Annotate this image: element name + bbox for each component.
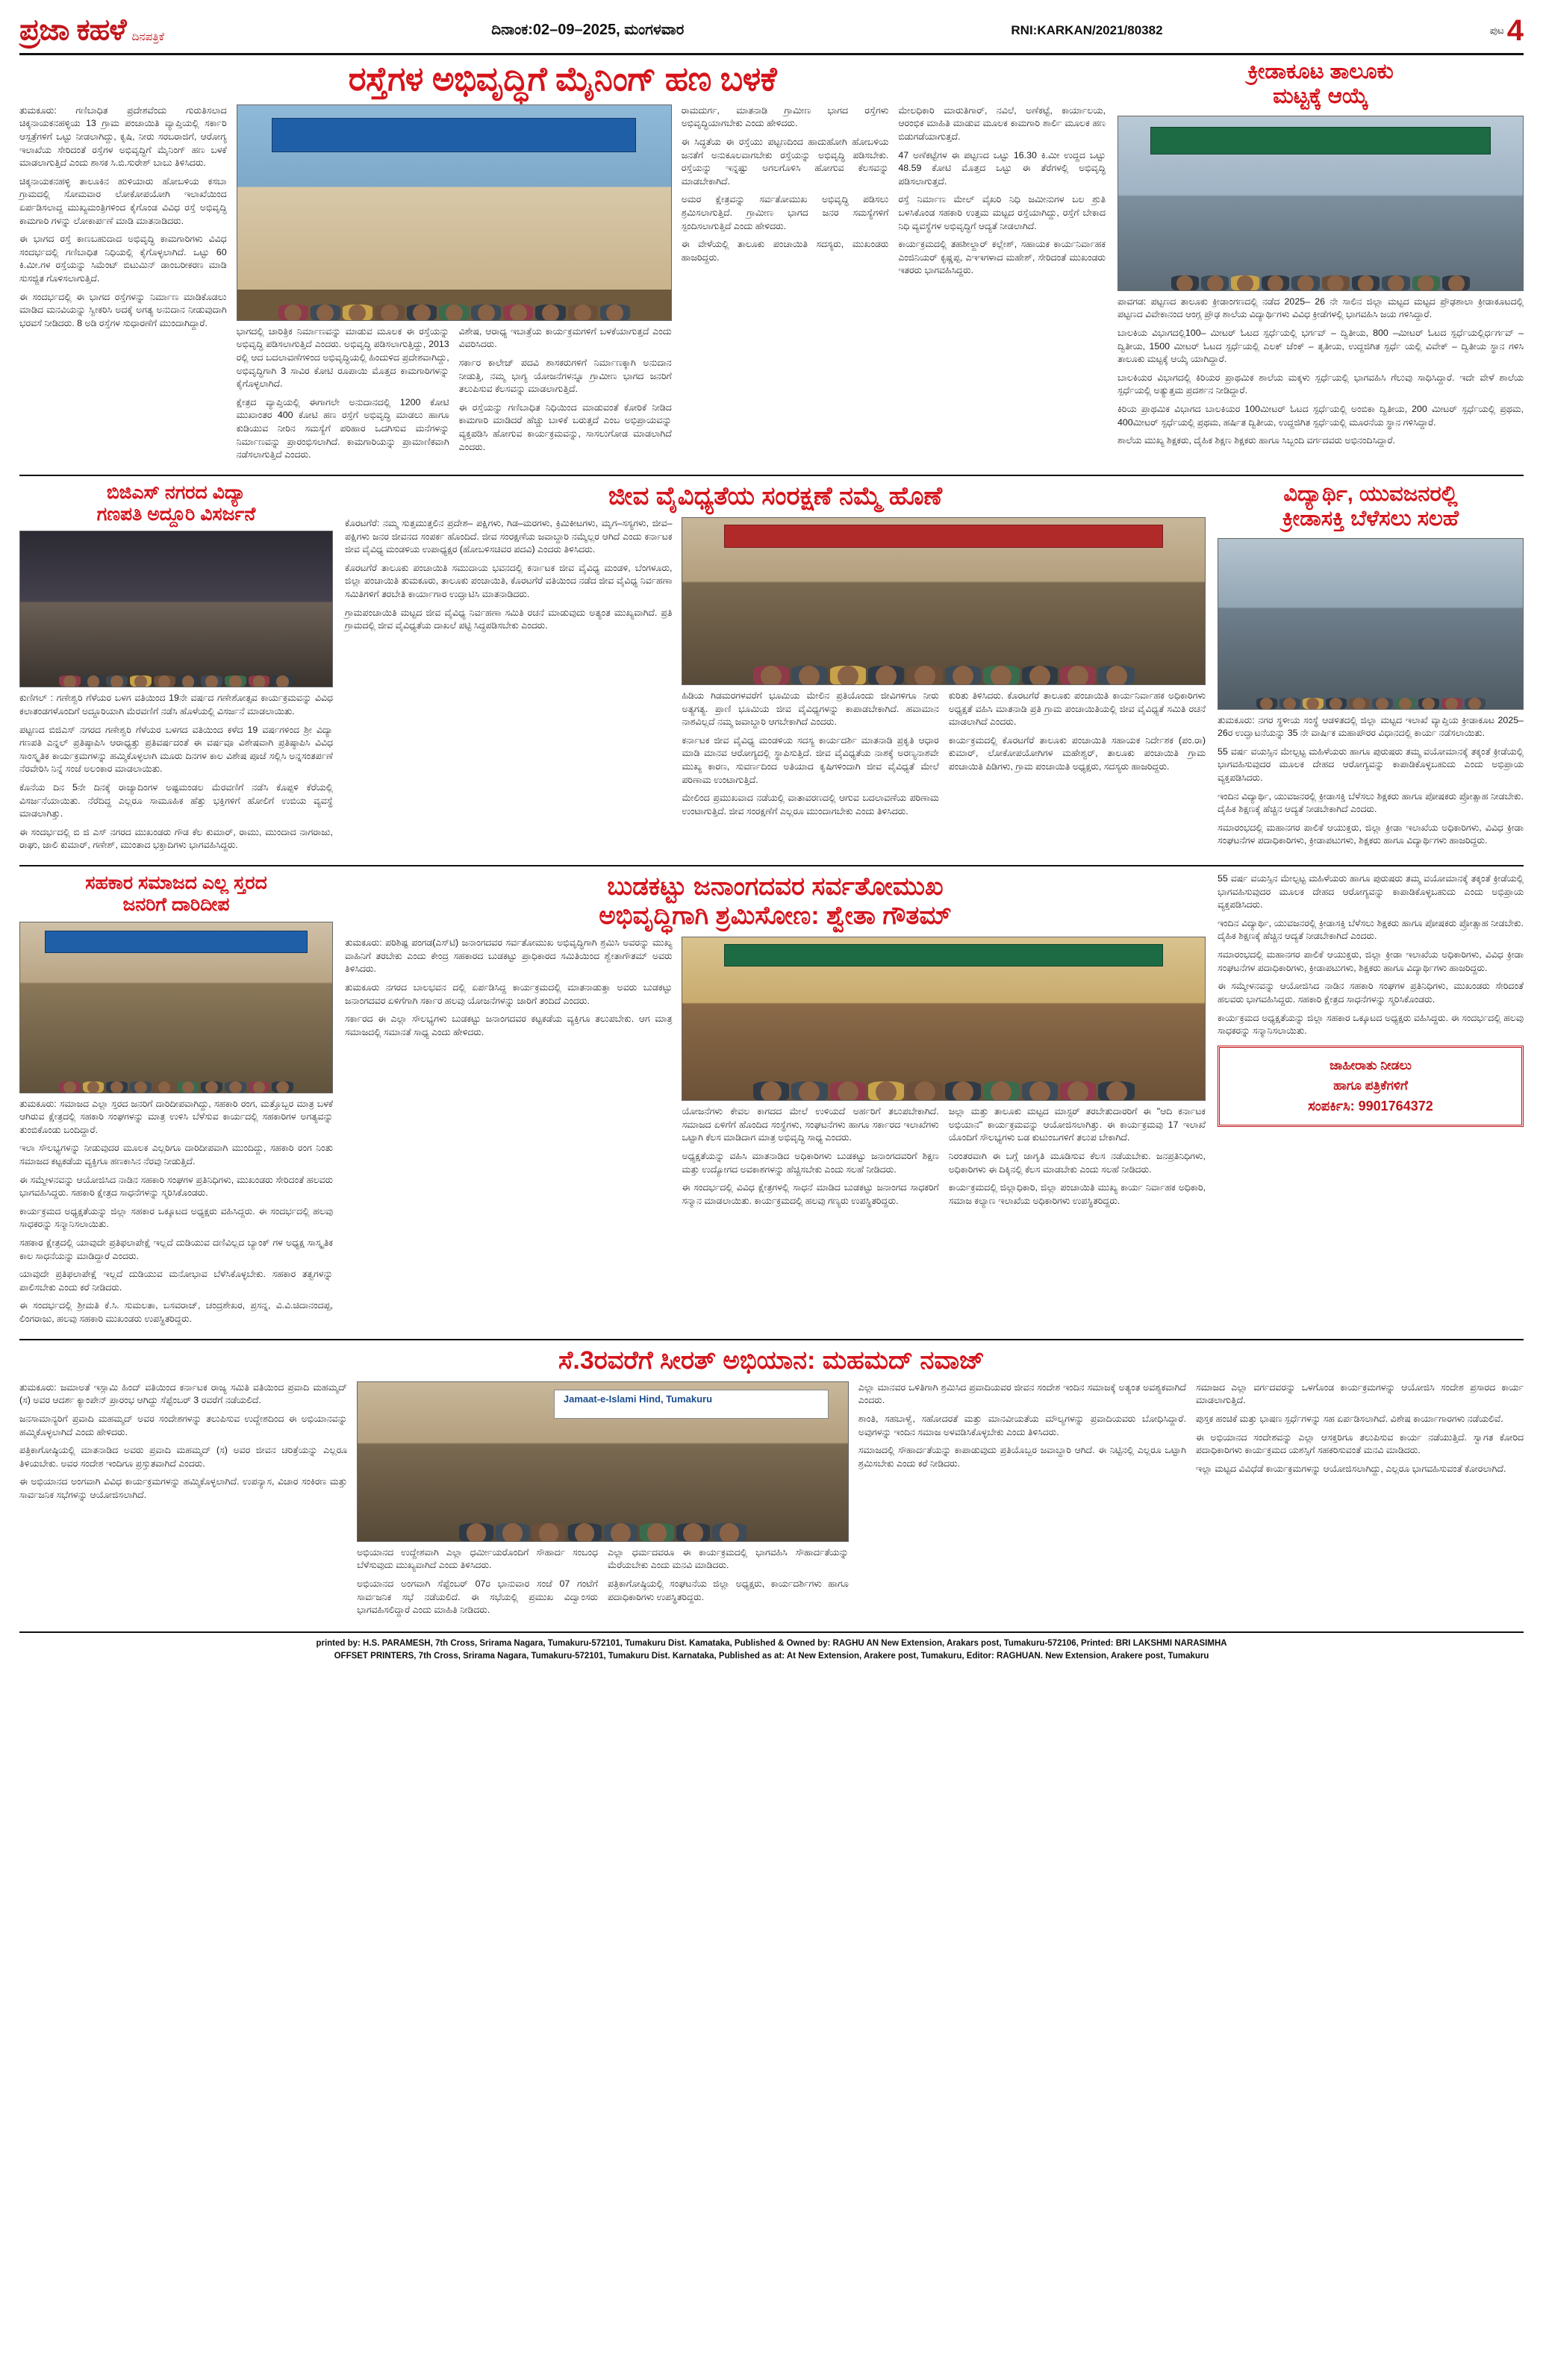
paragraph: ಕಾರ್ಯಕ್ರಮದಲ್ಲಿ ತಹಶೀಲ್ದಾರ್ ಕಲ್ಲೇಶ್, ಸಹಾಯಕ ಕಾರ್ಯನಿರ್ವಾಹಕ ಎಂಜಿನಿಯರ್ ಕೃಷ್ಣಪ್ಪ, ಎಇಇಗಳಾದ ಮಹೇಶ್, ಸೇರಿದಂತೆ ಮುಖಂಡರು ಇತರರು ಭಾಗವಹಿಸಿದ್ದರು.	[898, 239, 1106, 276]
sports-selection-story	[1117, 60, 1524, 467]
lead-story	[19, 60, 1106, 467]
seerath-column-4	[1196, 1381, 1524, 1622]
advertisement-box[interactable]	[1218, 1046, 1524, 1127]
paragraph: ಇಂದಿನ ವಿದ್ಯಾರ್ಥಿ, ಯುವಜನರಲ್ಲಿ ಕ್ರೀಡಾಸಕ್ತಿ ಬೆಳೆಸಲು ಶಿಕ್ಷಕರು ಹಾಗೂ ಪೋಷಕರು ಪ್ರೋತ್ಸಾಹ ನೀಡಬೇಕು. ದೈಹಿಕ ಶಿಕ್ಷಣಕ್ಕೆ ಹೆಚ್ಚಿನ ಆದ್ಯತೆ ನೀಡಬೇಕಾಗಿದೆ ಎಂದರು.	[1218, 790, 1524, 815]
paragraph: ಜನಸಾಮಾನ್ಯರಿಗೆ ಪ್ರವಾದಿ ಮಹಮ್ಮದ್ ಅವರ ಸಂದೇಶಗಳನ್ನು ತಲುಪಿಸುವ ಉದ್ದೇಶದಿಂದ ಈ ಅಭಿಯಾನವನ್ನು ಹಮ್ಮಿಕೊಳ್ಳಲಾಗಿದೆ ಎಂದು ಹೇಳಿದರು.	[19, 1414, 348, 1437]
paragraph: ನಿರಂತರವಾಗಿ ಈ ಬಗ್ಗೆ ಜಾಗೃತಿ ಮೂಡಿಸುವ ಕೆಲಸ ನಡೆಯಬೇಕು. ಜನಪ್ರತಿನಿಧಿಗಳು, ಅಧಿಕಾರಿಗಳು ಈ ದಿಕ್ಕಿನಲ್ಲಿ ಕೆಲಸ ಮಾಡಬೇಕು ಎಂದು ಸಲಹೆ ನೀಡಿದರು.	[948, 1151, 1206, 1175]
paragraph: 55 ವರ್ಷ ವಯಸ್ಸಿನ ಮೇಲ್ಪಟ್ಟ ಮಹಿಳೆಯರು ಹಾಗೂ ಪುರುಷರು ತಮ್ಮ ವಯೋಮಾನಕ್ಕೆ ತಕ್ಕಂತೆ ಕ್ರೀಡೆಯಲ್ಲಿ ಭಾಗವಹಿಸುವುದರ ಮೂಲಕ ದೇಹದ ಆರೋಗ್ಯವನ್ನು ಕಾಪಾಡಿಕೊಳ್ಳಬಹುದು ಎಂದು ಅಭಿಪ್ರಾಯ ವ್ಯಕ್ತಪಡಿಸಿದರು.	[1218, 873, 1524, 911]
sports-mid-headline-line1: ವಿದ್ಯಾರ್ಥಿ, ಯುವಜನರಲ್ಲಿ	[1283, 481, 1458, 506]
page-number: 4	[1506, 13, 1524, 47]
paragraph: ಶಾಲೆಯ ಮುಖ್ಯ ಶಿಕ್ಷಕರು, ದೈಹಿಕ ಶಿಕ್ಷಣ ಶಿಕ್ಷಕರು ಹಾಗೂ ಸಿಬ್ಬಂದಿ ವರ್ಗದವರು ಅಭಿನಂದಿಸಿದ್ದಾರೆ.	[1117, 435, 1395, 446]
paragraph: ಕೊನೆಯ ದಿನ 5ನೇ ದಿನಕ್ಕೆ ರಾಜ್ಯಾದಿಂಗಳ ಅಷ್ಟಮಂಡಲ ಮೆರವಣಿಗೆ ನಡೆಸಿ ಕೊಪ್ಪಳಿ ಕೆರೆಯಲ್ಲಿ ವಿಸರ್ಜನೆಯಾಯಿತು. ನೆರೆದಿದ್ದ ಎಲ್ಲರೂ ಸಾಮೂಹಿಕ ಹೆತ್ತು ಭಕ್ತಿಗಳಿಗೆ ಹೋಲಿಗೆ ಉಬಿಯ ವ್ಯವಸ್ಥೆ ಮಾಡಲಾಗಿತ್ತು.	[19, 782, 333, 819]
paragraph: ಮೇಲಿಂದ ಪ್ರಮುಖವಾದ ನಡೆಯಲ್ಲಿ ವಾತಾವರಣದಲ್ಲಿ ಆಗುವ ಬದಲಾವಣೆಯ ಪರಿಣಾಮ ಉಂಟಾಗುತ್ತಿದೆ. ಜೀವ ಸಂರಕ್ಷಣೆಗೆ ಎಲ್ಲರೂ ಮುಂದಾಗಬೇಕು ಎಂದು ತಿಳಿಸಿದರು.	[682, 793, 939, 816]
paragraph: ತುಮಕೂರು ನಗರದ ಬಾಲಭವನ ದಲ್ಲಿ ಏರ್ಪಡಿಸಿದ್ದ ಕಾರ್ಯಕ್ರಮದಲ್ಲಿ ಮಾತನಾಡುತ್ತಾ ಅವರು ಬುಡಕಟ್ಟು ಜನಾಂಗದವರ ಏಳಿಗೆಗಾಗಿ ಸರ್ಕಾರ ಹಲವು ಯೋಜನೆಗಳನ್ನು ಜಾರಿಗೆ ತಂದಿದೆ ಎಂದರು.	[345, 982, 673, 1006]
budakattu-headline-line1: ಬುಡಕಟ್ಟು ಜನಾಂಗದವರ ಸರ್ವತೋಮುಖ	[607, 872, 944, 902]
cooperative-story	[19, 872, 333, 1331]
seerath-column-1	[19, 1381, 347, 1622]
paragraph: ಈ ಸಂದರ್ಭದಲ್ಲಿ ಈ ಭಾಗದ ರಸ್ತೆಗಳನ್ನು ನಿರ್ಮಾಣ ಮಾಡಿಕೊಡಲು ಮಾಡಿದ ಮನವಿಯನ್ನು ಸ್ವೀಕರಿಸಿ ಅದಕ್ಕೆ ಅಗತ್ಯ ಅನುದಾನ ನೀಡುವುದಾಗಿ ಭರವಸೆ ನೀಡಿದರು. 8 ಅಡಿ ರಸ್ತೆಗಳ ಸುಧಾರಣೆಗೆ ಮುಂದಾಗಿದ್ದಾರೆ.	[19, 291, 227, 328]
paragraph: ಕಾರ್ಯಕ್ರಮದಲ್ಲಿ ಜಿಲ್ಲಾಧಿಕಾರಿ, ಜಿಲ್ಲಾ ಪಂಚಾಯಿತಿ ಮುಖ್ಯ ಕಾರ್ಯ ನಿರ್ವಾಹಕ ಅಧಿಕಾರಿ, ಸಮಾಜ ಕಲ್ಯಾಣ ಇಲಾಖೆಯ ಅಧಿಕಾರಿಗಳು ಉಪಸ್ಥಿತರಿದ್ದರು.	[948, 1182, 1206, 1206]
lead-column-4	[682, 104, 889, 467]
paragraph: ಅಭಿಯಾನದ ಅಂಗವಾಗಿ ಸೆಪ್ಟೆಂಬರ್ 07ರ ಭಾನುವಾರ ಸಂಜೆ 07 ಗಂಟೆಗೆ ಸಾರ್ವಜನಿಕ ಸಭೆ ನಡೆಯಲಿದೆ. ಈ ಸಭೆಯಲ್ಲಿ ಪ್ರಮುಖ ವಿದ್ವಾಂಸರು ಭಾಗವಹಿಸಲಿದ್ದಾರೆ ಎಂದು ಮಾಹಿತಿ ನೀಡಿದರು.	[357, 1578, 598, 1616]
paragraph: ಅಧ್ಯಕ್ಷತೆಯನ್ನು ವಹಿಸಿ ಮಾತನಾಡಿದ ಅಧಿಕಾರಿಗಳು ಬುಡಕಟ್ಟು ಜನಾಂಗದವರಿಗೆ ಶಿಕ್ಷಣ ಮತ್ತು ಉದ್ಯೋಗದ ಅವಕಾಶಗಳನ್ನು ಹೆಚ್ಚಿಸಬೇಕು ಎಂದು ಸಲಹೆ ನೀಡಿದರು.	[682, 1151, 939, 1175]
lead-photo-function	[237, 104, 672, 321]
publication-logo	[19, 13, 164, 47]
sports-continuation-column	[1218, 872, 1524, 1331]
paragraph: ಈ ಸಿದ್ಧತೆಯ ಈ ರಸ್ತೆಯು ಪಟ್ಟಣದಿಂದ ಹಾದುಹೋಗಿ ಹೋಬಳಿಯ ಜನತೆಗೆ ಅನುಕೂಲವಾಗಬೇಕು ರಸ್ತೆಯನ್ನು ಅಭಿವೃದ್ಧಿ ಪಡಿಸಬೇಕು. ರಸ್ತೆಯನ್ನು ಇನ್ನಷ್ಟು ಅಗಲಗೊಳಿಸಿ ಹೋಗುವ ಕೆಲಸವನ್ನು ಮಾಡಬೇಕಾಗಿದೆ.	[681, 136, 889, 187]
lower-block	[19, 872, 1524, 1331]
paragraph: ಕಿರಿಯ ಪ್ರಾಥಮಿಕ ವಿಭಾಗದ ಬಾಲಕಿಯರ 100ಮೀಟರ್ ಓಟದ ಸ್ಪರ್ಧೆಯಲ್ಲಿ ಅಂಬಿಕಾ ದ್ವಿತೀಯ, 200 ಮೀಟರ್ ಸ್ಪರ್ಧೆಯಲ್ಲಿ ಪ್ರಥಮ, 400ಮೀಟರ್ ಸ್ಪರ್ಧೆಯಲ್ಲಿ ಪ್ರಥಮ, ಹರ್ಷಿತ ದ್ವಿತೀಯ, ಉದ್ದಜಿಗಿತ ಸ್ಪರ್ಧೆಯಲ್ಲಿ ಮೂರನೆಯ ಸ್ಥಾನ ಗಳಿಸಿದ್ದಾರೆ.	[1117, 403, 1524, 428]
paragraph: ಈ ಸಂದರ್ಭದಲ್ಲಿ ಶ್ರೀಮತಿ ಕೆ.ಸಿ. ಸುಮಲತಾ, ಬಸವರಾಜ್, ಚಂದ್ರಶೇಖರ, ಪ್ರಸನ್ನ, ವಿ.ವಿ.ಚಿದಾನಂದಪ್ಪ, ಲಿಂಗರಾಜು, ಹಲವು ಸಹಕಾರಿ ಮುಖಂಡರು ಉಪಸ್ಥಿತರಿದ್ದರು.	[19, 1300, 333, 1325]
paragraph: ಈ ಸಮ್ಮೇಳನವನ್ನು ಆಯೋಜಿಸಿದ ನಾಡಿನ ಸಹಕಾರಿ ಸಂಘಗಳ ಪ್ರತಿನಿಧಿಗಳು, ಮುಖಂಡರು ಸೇರಿದಂತೆ ಹಲವರು ಭಾಗವಹಿಸಿದ್ದರು. ಸಹಕಾರಿ ಕ್ಷೇತ್ರದ ಸಾಧನೆಗಳನ್ನು ಸ್ಮರಿಸಿಕೊಂಡರು.	[1218, 981, 1524, 1005]
page-indicator	[1489, 13, 1524, 47]
cooperative-event-photo	[19, 922, 333, 1093]
paragraph: ಪುಸ್ತಕ ಹಂಚಿಕೆ ಮತ್ತು ಭಾಷಣ ಸ್ಪರ್ಧೆಗಳನ್ನು ಸಹ ಏರ್ಪಡಿಸಲಾಗಿದೆ. ವಿಶೇಷ ಕಾರ್ಯಾಗಾರಗಳು ನಡೆಯಲಿವೆ.	[1195, 1414, 1503, 1424]
paragraph: ತುಮಕೂರು: ನಗರ ಸ್ಥಳೀಯ ಸಂಸ್ಥೆ ಆಡಳಿತದಲ್ಲಿ ಜಿಲ್ಲಾ ಮಟ್ಟದ ಇಲಾಖೆ ವ್ಯಾಪ್ತಿಯ ಕ್ರೀಡಾಕೂಟ 2025– 26ರ ಉದ್ಘಾಟನೆಯನ್ನು 35 ನೇ ವಾರ್ಷಿಕ ಮಹಾಪೌರರ ವಿಧಾನದಲ್ಲಿ ಕಾರ್ಯ ನಡೆಸಲಾಯಿತು.	[1218, 714, 1524, 739]
issue-date: ದಿನಾಂಕ:02–09–2025, ಮಂಗಳವಾರ	[491, 22, 685, 38]
paragraph: ಸಮಾಜದಲ್ಲಿ ಸೌಹಾರ್ದತೆಯನ್ನು ಕಾಪಾಡುವುದು ಪ್ರತಿಯೊಬ್ಬರ ಜವಾಬ್ದಾರಿ ಆಗಿದೆ. ಈ ನಿಟ್ಟಿನಲ್ಲಿ ಎಲ್ಲರೂ ಒಟ್ಟಾಗಿ ಶ್ರಮಿಸಬೇಕು ಎಂದು ಕರೆ ನೀಡಿದರು.	[858, 1445, 1186, 1469]
top-block	[19, 60, 1524, 467]
paragraph: ಈ ಅಭಿಯಾನದ ಸಂದೇಶವನ್ನು ಎಲ್ಲಾ ಆಸಕ್ತರಿಗೂ ತಲುಪಿಸುವ ಕಾರ್ಯ ನಡೆಯುತ್ತಿದೆ. ಸ್ವಾಗತ ಕೋರಿದ ಪದಾಧಿಕಾರಿಗಳು ಕಾರ್ಯಕ್ರಮದ ಯಶಸ್ಸಿಗೆ ಸಹಕರಿಸುವಂತೆ ಮನವಿ ಮಾಡಿದರು.	[1195, 1431, 1524, 1456]
publication-subtitle: ದಿನಪತ್ರಿಕೆ	[131, 31, 165, 43]
paragraph: ಗ್ರಾಮಪಂಚಾಯಿತಿ ಮಟ್ಟದ ಜೀವ ವೈವಿಧ್ಯ ನಿರ್ವಹಣಾ ಸಮಿತಿ ರಚನೆ ಮಾಡುವುದು ಅತ್ಯಂತ ಮುಖ್ಯವಾಗಿದೆ. ಪ್ರತಿ ಗ್ರಾಮದಲ್ಲಿ ಜೀವ ವೈವಿಧ್ಯತೆಯ ದಾಖಲೆ ಪಟ್ಟಿ ಸಿದ್ಧಪಡಿಸಬೇಕು ಎಂದರು.	[345, 607, 673, 631]
ad-line-2: ಹಾಗೂ ಪತ್ರಿಕೆಗಳಿಗೆ	[1333, 1078, 1408, 1093]
paragraph: ಚಿಕ್ಕನಾಯಕನಹಳ್ಳಿ ತಾಲೂಕಿನ ಹುಳಿಯಾರು ಹೋಬಳಿಯ ಕಸಬಾ ಗ್ರಾಮದಲ್ಲಿ ಸೋಮವಾರ ಲೋಕೋಪಯೋಗಿ ಇಲಾಖೆಯಿಂದ ಏರ್ಪಡಿಸಲಾದ್ದ ಮುಖ್ಯಮಂತ್ರಿಗಳಿಂದ ಕೈಗೊಂಡ ವಿವಿಧ ರಸ್ತೆ ಅಭಿವೃದ್ಧಿ ಕಾಮಗಾರಿ ಗಳನ್ನು ಲೋಕಾರ್ಪಣೆ ಮಾಡಿ ಮಾತನಾಡಿದರು.	[19, 175, 227, 226]
cooperative-headline-line2: ಜನರಿಗೆ ದಾರಿದೀಪ	[122, 893, 230, 915]
seerath-column-3	[858, 1381, 1186, 1622]
paragraph: ಬಾಲಕಿಯ ವಿಭಾಗದಲ್ಲಿ100– ಮೀಟರ್ ಓಟದ ಸ್ಪರ್ಧೆಯಲ್ಲಿ ಭರ್ಗವ್ – ದ್ವಿತೀಯ, 800 –ಮೀಟರ್ ಓಟದ ಸ್ಪರ್ಧೆಯಲ್ಲಿರ್ಧರ್ಗವ್ – ದ್ವಿತೀಯ, 1500 ಮೀಟರ್ ಓಟದ ಸ್ಪರ್ಧೆಯಲ್ಲಿ ಎಲಕ್ ಚೆಂಕ್ – ತೃತೀಯ, ಉದ್ದಜಿಗಿತ ಸ್ಪರ್ಧೆ ಯಲ್ಲಿ ವಿವೇಕ್ – ದ್ವಿತೀಯ ಸ್ಥಾನ ಗಳಿಸಿ ತಾಲೂಕು ಮಟ್ಟಕ್ಕೆ ಆಯ್ಕೆ ಯಾಗಿದ್ದಾರೆ.	[1117, 327, 1524, 365]
lead-column-2	[237, 104, 672, 467]
paragraph: ಯಾವುದೇ ಪ್ರತಿಫಲಾಪೇಕ್ಷೆ ಇಲ್ಲದೆ ದುಡಿಯುವ ಮನೋಭಾವ ಬೆಳೆಸಿಕೊಳ್ಳಬೇಕು. ಸಹಕಾರ ತತ್ವಗಳನ್ನು ಪಾಲಿಸಬೇಕು ಎಂದು ಕರೆ ನೀಡಿದರು.	[19, 1269, 333, 1293]
paragraph: ಪಟ್ಟಣದ ಬಿಜಿಎಸ್ ನಗರದ ಗಣೇಶ್ವರಿ ಗೆಳೆಯರ ಬಳಗದ ವತಿಯಿಂದ ಕಳೆದ 19 ವರ್ಷಗಳಿಂದ ಶ್ರೀ ವಿದ್ಯಾ ಗಣಪತಿ ಎನ್ನಲ್ ಪ್ರತಿಷ್ಠಾಪಿಸಿ ಆರಾಧ್ಯತ್ತು ಪ್ರತಿವರ್ಷದಂತೆ ಈ ವರ್ಷವೂ ವಿಶೇಷವಾಗಿ ಪ್ರತಿಷ್ಠಾಪಿಸಿ ವಿವಿಧ ಸಾಂಸ್ಕೃತಿಕ ಕಾರ್ಯಕ್ರಮಗಳನ್ನು ಹಮ್ಮಿಕೊಳ್ಳಲಾಗಿ ಮೂರು ದಿನಗಳ ಕಾಲ ವಿಶೇಷ ಪೂಜೆ ಸಲ್ಲಿಸಿ ಅನ್ನಸಂತರ್ಪಣೆ ನೆರವೇರಿಸಿ ನಿನ್ನೆ ಸಂಜೆ ಅಲಂಕಾರ ಮಾಡಲಾಯಿತು.	[19, 724, 333, 775]
paragraph: ಸಹಕಾರ ಕ್ಷೇತ್ರದಲ್ಲಿ ಯಾವುದೇ ಪ್ರತಿಫಲಾಪೇಕ್ಷೆ ಇಲ್ಲದೆ ದುಡಿಯುವ ದಣಿವಿಲ್ಲದ ಬ್ಯಾಂಕ್ ಗಳ ಅಧ್ಯಕ್ಷ ಸಾಸ್ಕೃತಿಕ ಕಾಲ ಸಾಧನೆಯನ್ನು ಮಾಡಿದ್ದಾರೆ ಎಂದರು.	[19, 1237, 333, 1261]
paragraph: ಜಲ್ಲಾ ಮತ್ತು ತಾಲೂಕು ಮಟ್ಟದ ಮಾಸ್ಟರ್ ತರಬೇತುದಾರರಿಗೆ ಈ "ಆದಿ ಕರ್ನಾಟಕ ಅಭಿಯಾನ" ಕಾರ್ಯಕ್ರಮವನ್ನು ಆಯೋಜಿಸಲಾಗಿತ್ತು. ಈ ಕಾರ್ಯಕ್ರಮವು 17 ಇಲಾಖೆ ಯೊಂದಿಗೆ ಸೌಲಭ್ಯಗಳು ಬಡ ಕುಟುಂಬಗಳಿಗೆ ತಲುಪ ಬೇಕಾಗಿದೆ.	[948, 1106, 1206, 1143]
section-divider	[19, 1339, 1524, 1340]
seerath-banner-text: Jamaat-e-Islami Hind, Tumakuru	[563, 1393, 713, 1405]
seerath-column-2	[357, 1381, 849, 1622]
paragraph: ಕಾರ್ಯಕ್ರಮದ ಅಧ್ಯಕ್ಷತೆಯನ್ನು ಜಿಲ್ಲಾ ಸಹಕಾರ ಒಕ್ಕೂಟದ ಅಧ್ಯಕ್ಷರು ವಹಿಸಿದ್ದರು. ಈ ಸಂದರ್ಭದಲ್ಲಿ ಹಲವು ಸಾಧಕರನ್ನು ಸನ್ಮಾನಿಸಲಾಯಿತು.	[19, 1205, 333, 1230]
section-divider	[19, 475, 1524, 476]
paragraph: ಈ ಸಂದರ್ಭದಲ್ಲಿ ವಿವಿಧ ಕ್ಷೇತ್ರಗಳಲ್ಲಿ ಸಾಧನೆ ಮಾಡಿದ ಬುಡಕಟ್ಟು ಜನಾಂಗದ ಸಾಧಕರಿಗೆ ಸನ್ಮಾನ ಮಾಡಲಾಯಿತು. ಕಾರ್ಯಕ್ರಮದಲ್ಲಿ ಹಲವು ಗಣ್ಯರು ಉಪಸ್ಥಿತರಿದ್ದರು.	[682, 1182, 939, 1206]
paragraph: ಸರ್ಕಾರದ ಈ ಎಲ್ಲಾ ಸೌಲಭ್ಯಗಳು ಬುಡಕಟ್ಟು ಜನಾಂಗದವರ ಕಟ್ಟಕಡೆಯ ವ್ಯಕ್ತಿಗೂ ತಲುಪಬೇಕು. ಆಗ ಮಾತ್ರ ಸಮಾಜದಲ್ಲಿ ಸಮಾನತೆ ಸಾಧ್ಯ ಎಂದು ಹೇಳಿದರು.	[345, 1013, 673, 1037]
imprint-footer	[19, 1631, 1524, 1664]
budakattu-headline-line2: ಅಭಿವೃದ್ಧಿಗಾಗಿ ಶ್ರಮಿಸೋಣ: ಶ್ವೇತಾ ಗೌತಮ್	[599, 902, 952, 931]
paragraph: ಎಲ್ಲಾ ಮಾನವರ ಒಳಿತಿಗಾಗಿ ಶ್ರಮಿಸಿದ ಪ್ರವಾದಿಯವರ ಜೀವನ ಸಂದೇಶ ಇಂದಿನ ಸಮಾಜಕ್ಕೆ ಅತ್ಯಂತ ಅವಶ್ಯಕವಾಗಿದೆ ಎಂದರು.	[858, 1381, 1186, 1406]
biodiversity-column-2	[682, 517, 1206, 823]
sports-headline-line2: ಮಟ್ಟಕ್ಕೆ ಆಯ್ಕೆ	[1273, 84, 1368, 109]
paragraph: ಸರ್ಕಾರ ಕಾಲೇಜ್ ಪದವಿ ಶಾಸಕರುಗಳಿಗೆ ನಿರ್ಮಾಣಕ್ಕಾಗಿ ಅನುದಾನ ನೀಡುತ್ತಿ, ನಮ್ಮ ಭಾಗ್ಯ ಯೋಜನೆಗಳನ್ನೂ ಗ್ರಾಮೀಣ ಭಾಗದ ಜನರಿಗೆ ತಲುಪಿಸುವ ಕೆಲಸವನ್ನು ಮಾಡಲಾಗುತ್ತಿದೆ.	[458, 357, 672, 395]
ganapati-story	[19, 482, 333, 858]
paragraph: ಯೋಜನೆಗಳು ಕೇವಲ ಕಾಗದದ ಮೇಲೆ ಉಳಿಯದೆ ಅರ್ಹರಿಗೆ ತಲುಪಬೇಕಾಗಿದೆ. ಸಮಾಜದ ಏಳಿಗೆಗೆ ಹೊಂದಿದ ಸಂಸ್ಥೆಗಳು, ಸಂಘಟನೆಗಳು ಹಾಗೂ ಸರ್ಕಾರದ ಇಲಾಖೆಗಳು ಒಟ್ಟಾಗಿ ಕೆಲಸ ಮಾಡಿದಾಗ ಮಾತ್ರ ಅಭಿವೃದ್ಧಿ ಸಾಧ್ಯ ಎಂದರು.	[682, 1106, 939, 1143]
paragraph: ಸಮಾರಂಭದಲ್ಲಿ ಮಹಾನಗರ ಪಾಲಿಕೆ ಆಯುಕ್ತರು, ಜಿಲ್ಲಾ ಕ್ರೀಡಾ ಇಲಾಖೆಯ ಅಧಿಕಾರಿಗಳು, ವಿವಿಧ ಕ್ರೀಡಾ ಸಂಘಟನೆಗಳ ಪದಾಧಿಕಾರಿಗಳು, ಕ್ರೀಡಾಪಟುಗಳು, ಶಿಕ್ಷಕರು ಹಾಗೂ ವಿದ್ಯಾರ್ಥಿಗಳು ಹಾಜರಿದ್ದರು.	[1218, 822, 1524, 846]
ganapati-procession-photo	[19, 531, 333, 687]
budakattu-story	[345, 872, 1206, 1331]
publication-name: ಪ್ರಜಾ ಕಹಳೆ	[19, 13, 126, 46]
paragraph: ತುಮಕೂರು: ಗಣಿಬಾಧಿತ ಪ್ರದೇಶವೆಂದು ಗುರುತಿಸಲಾದ ಚಿಕ್ಕನಾಯಕನಹಳ್ಳಿಯ 13 ಗ್ರಾಮ ಪಂಚಾಯಿತಿ ವ್ಯಾಪ್ತಿಯಲ್ಲಿ ಸರ್ಕಾರಿ ಆಸ್ಪತ್ರೆಗಳಿಗೆ ಒಟ್ಟು ನೀಡಲಾಗಿದ್ದು, ಕೃಷಿ, ನೀರು ಸರಬರಾಜಿಗೆ, ಆರೋಗ್ಯ ಇಲಾಖೆಯ ಸೇರಿದಂತೆ ರಸ್ತೆಗಳ ಅಭಿವೃದ್ಧಿಗೆ ಮೈನಿಂಗ್ ಹಣ ಬಳಕೆ ಮಾಡಲಾಗುತ್ತಿದೆ ಎಂದು ಶಾಸಕ ಸಿ.ಬಿ.ಸುರೇಶ್ ಬಾಬು ತಿಳಿಸಿದರು.	[19, 104, 227, 169]
paragraph: ಅಭಿಯಾನದ ಉದ್ದೇಶವಾಗಿ ಎಲ್ಲಾ ಧರ್ಮೀಯರೊಂದಿಗೆ ಸೌಹಾರ್ದ ಸಂಬಂಧ ಬೆಳೆಸುವುದು ಮುಖ್ಯವಾಗಿದೆ ಎಂದು ತಿಳಿಸಿದರು.	[357, 1546, 598, 1571]
paragraph: ಬಾಲಕಿಯರ ವಿಭಾಗದಲ್ಲಿ ಕಿರಿಯರ ಪ್ರಾಥಮಿಕ ಶಾಲೆಯ ಮಕ್ಕಳು ಸ್ಪರ್ಧೆಯಲ್ಲಿ ಭಾಗವಹಿಸಿ ಗೆಲುವು ಸಾಧಿಸಿದ್ದಾರೆ. ಇದೇ ವೇಳೆ ಶಾಲೆಯ ಸ್ಪರ್ಧೆಯಲ್ಲಿ ಅತ್ಯುತ್ತಮ ಪ್ರದರ್ಶನ ನೀಡಿದ್ದಾರೆ.	[1117, 372, 1524, 396]
imprint-line-1: printed by: H.S. PARAMESH, 7th Cross, Srirama Nagara, Tumakuru-572101, Tumakuru Dist. Kamataka, Published & Owned by: RAGHU AN New Extension, Arakars post, Tumakuru-572106, Printed: BRI LAKSHMI NARASIMHA	[316, 1638, 1227, 1648]
masthead	[19, 13, 1524, 55]
ganapati-headline-line1: ಬಿಜಿಎಸ್ ನಗರದ ವಿದ್ಯಾ	[106, 481, 246, 503]
cooperative-headline-line1: ಸಹಕಾರ ಸಮಾಜದ ಎಲ್ಲ ಸ್ತರದ	[85, 872, 267, 894]
seerath-story	[19, 1346, 1524, 1622]
paragraph: ಇಂದಿನ ವಿದ್ಯಾರ್ಥಿ, ಯುವಜನರಲ್ಲಿ ಕ್ರೀಡಾಸಕ್ತಿ ಬೆಳೆಸಲು ಶಿಕ್ಷಕರು ಹಾಗೂ ಪೋಷಕರು ಪ್ರೋತ್ಸಾಹ ನೀಡಬೇಕು. ದೈಹಿಕ ಶಿಕ್ಷಣಕ್ಕೆ ಹೆಚ್ಚಿನ ಆದ್ಯತೆ ನೀಡಬೇಕಾಗಿದೆ ಎಂದರು.	[1218, 917, 1524, 942]
lead-column-5	[898, 104, 1106, 467]
rni-number: RNI:KARKAN/2021/80382	[1011, 22, 1163, 37]
paragraph: ಶಾಂತಿ, ಸಹಬಾಳ್ವೆ, ಸಹೋದರತೆ ಮತ್ತು ಮಾನವೀಯತೆಯ ಮೌಲ್ಯಗಳನ್ನು ಪ್ರವಾದಿಯವರು ಬೋಧಿಸಿದ್ದಾರೆ. ಅವುಗಳನ್ನು ಇಂದಿನ ಸಮಾಜ ಅಳವಡಿಸಿಕೊಳ್ಳಬೇಕು ಎಂದು ತಿಳಿಸಿದರು.	[858, 1414, 1186, 1437]
paragraph: ಈ ಸಮ್ಮೇಳನವನ್ನು ಆಯೋಜಿಸಿದ ನಾಡಿನ ಸಹಕಾರಿ ಸಂಘಗಳ ಪ್ರತಿನಿಧಿಗಳು, ಮುಖಂಡರು ಸೇರಿದಂತೆ ಹಲವರು ಭಾಗವಹಿಸಿದ್ದರು. ಸಹಕಾರಿ ಕ್ಷೇತ್ರದ ಸಾಧನೆಗಳನ್ನು ಸ್ಮರಿಸಿಕೊಂಡರು.	[19, 1174, 333, 1199]
paragraph: ಕೊರಟಗೆರೆ: ನಮ್ಮ ಸುತ್ತಮುತ್ತಲಿನ ಪ್ರದೇಶ– ಪಕ್ಷಿಗಳು, ಗಿಡ–ಮರಗಳು, ಕ್ರಿಮಿಕೀಟಗಳು, ಮೃಗ–ಸಸ್ಯಗಳು, ಜೀವ–ಪಕ್ಷಿಗಳು ಜನರ ಜೀವನದ ಸಂಪರ್ಕ ಹೊಂದಿದೆ. ಜೀವ ಸಂರಕ್ಷಣೆಯ ಜವಾಬ್ದಾರಿ ನಮ್ಮೆಲ್ಲರ ಆಗಿದೆ ಎಂದು ಕರ್ನಾಟಕ ಜೀವ ವೈವಿಧ್ಯ ಮಂಡಳಿಯ ಉಪಾಧ್ಯಕ್ಷರ (ಹೋಬಳಿಸಚಿವರ ಪದವಿ) ಎಂದರು ತಿಳಿಸಿದರು.	[345, 517, 673, 555]
seerath-headline: ಸೆ.3ರವರೆಗೆ ಸೀರತ್ ಅಭಿಯಾನ: ಮಹಮದ್ ನವಾಜ್	[558, 1346, 985, 1375]
paragraph: ಕಾರ್ಯಕ್ರಮದಲ್ಲಿ ಕೊರಟಗೆರೆ ತಾಲೂಕು ಪಂಚಾಯಿತಿ ಸಹಾಯಕ ನಿರ್ದೇಶಕ (ಪಂ.ರಾ) ಕುಮಾರ್, ಲೋಕೋಪಯೋಗಿಗಳ ಮಹೇಶ್ವರ್, ತಾಲೂಕು ಪಂಚಾಯಿತಿ ಗ್ರಾಮ ಪಂಚಾಯಿತಿ ಪಿಡಿಗಳು, ಗ್ರಾಮ ಪಂಚಾಯಿತಿ ಅಧ್ಯಕ್ಷರು, ಸದಸ್ಯರು ಹಾಜರಿದ್ದರು.	[948, 734, 1206, 772]
paragraph: ಪತ್ರಿಕಾಗೋಷ್ಠಿಯಲ್ಲಿ ಮಾತನಾಡಿದ ಅವರು ಪ್ರವಾದಿ ಮಹಮ್ಮದ್ (ಸ) ಅವರ ಜೀವನ ಚರಿತ್ರೆಯನ್ನು ಎಲ್ಲರೂ ತಿಳಿಯಬೇಕು. ಅವರ ಸಂದೇಶ ಇಂದಿಗೂ ಪ್ರಸ್ತುತವಾಗಿದೆ ಎಂದರು.	[19, 1445, 348, 1469]
paragraph: ಪಾವಗಡ: ಪಟ್ಟಣದ ತಾಲೂಕು ಕ್ರೀಡಾಂಗಣದಲ್ಲಿ ನಡೆದ 2025– 26 ನೇ ಸಾಲಿನ ಜಿಲ್ಲಾ ಮಟ್ಟದ ಮಟ್ಟದ ಪ್ರೌಢಶಾಲಾ ಕ್ರೀಡಾಕೂಟದಲ್ಲಿ ಪಟ್ಟಣದ ವಿವೇಕಾನಂದ ಆಂಗ್ಲ ಪ್ರೌಢ ಶಾಲೆಯ ವಿದ್ಯಾರ್ಥಿಗಳು ವಿವಿಧ ಕ್ರೀಡೆಗಳಲ್ಲಿ ಭಾಗವಹಿಸಿ ಜಯ ಗಳಿಸಿದ್ದಾರೆ.	[1117, 296, 1524, 320]
sports-mid-headline-line2: ಕ್ರೀಡಾಸಕ್ತಿ ಬೆಳೆಸಲು ಸಲಹೆ	[1282, 507, 1459, 531]
ganapati-headline-line2: ಗಣಪತಿ ಅದ್ದೂರಿ ವಿಸರ್ಜನೆ	[96, 503, 256, 525]
paragraph: ಭಾಗದಲ್ಲಿ ಚಾರಿತ್ರಿಕ ನಿರ್ಮಾಣವನ್ನು ಮಾಡುವ ಮೂಲಕ ಈ ರಸ್ತೆಯನ್ನು ಅಭಿವೃದ್ಧಿ ಪಡಿಸಲಾಗುತ್ತಿದೆ ಎಂದರು. ಅಭಿವೃದ್ಧಿ ಪಡಿಸಲಾಗುತ್ತಿದ್ದು, 2013 ರಲ್ಲಿ ಆದ ಬದಲಾವಣೆಗಳಿಂದ ಅಭಿವೃದ್ಧಿಯಲ್ಲಿ ಹಿಂದುಳಿದ ಪ್ರದೇಶವಾಗಿದ್ದು, ಅಭಿವೃದ್ಧಿಗಾಗಿ 3 ಸಾವಿರ ಕೋಟಿ ರೂಪಾಯಿ ಮೊತ್ತದ ಕಾಮಗಾರಿಗಳನ್ನು ಕೈಗೊಳ್ಳಲಾಗಿದೆ.	[236, 325, 449, 390]
ad-line-1: ಜಾಹೀರಾತು ನೀಡಲು	[1330, 1058, 1412, 1072]
lead-headline: ರಸ್ತೆಗಳ ಅಭಿವೃದ್ಧಿಗೆ ಮೈನಿಂಗ್ ಹಣ ಬಳಕೆ	[348, 60, 777, 98]
paragraph: ಪತ್ರಿಕಾಗೋಷ್ಠಿಯಲ್ಲಿ ಸಂಘಟನೆಯ ಜಿಲ್ಲಾ ಅಧ್ಯಕ್ಷರು, ಕಾರ್ಯದರ್ಶಿಗಳು ಹಾಗೂ ಪದಾಧಿಕಾರಿಗಳು ಉಪಸ್ಥಿತರಿದ್ದರು.	[607, 1578, 849, 1602]
sports-team-photo	[1117, 116, 1524, 291]
paragraph: ಅಮರ ಕ್ಷೇತ್ರವನ್ನು ಸರ್ವತೋಮುಖ ಅಭಿವೃದ್ಧಿ ಪಡಿಸಲು ಶ್ರಮಿಸಲಾಗುತ್ತಿದೆ. ಗ್ರಾಮೀಣ ಭಾಗದ ಜನರ ಸಮಸ್ಯೆಗಳಿಗೆ ಸ್ಪಂದಿಸಲಾಗುತ್ತಿದೆ ಎಂದು ಹೇಳಿದರು.	[681, 194, 889, 231]
paragraph: ಈ ಸಂದರ್ಭದಲ್ಲಿ ಬಿ ಜಿ ಎಸ್ ನಗರದ ಮುಖಂಡರು ಗೌಡ ಕೆಲ ಕುಮಾರ್, ರಾಮು, ಮುಂದಾದ ನಾಗರಾಜು, ರಾಘು, ಜಾಲಿ ಕುಮಾರ್, ಗಣೇಶ್, ಮುಂತಾದ ಭಕ್ತಾದಿಗಳು ಭಾಗವಹಿಸಿದ್ದರು.	[19, 826, 333, 851]
paragraph: ಸಮಾರಂಭದಲ್ಲಿ ಮಹಾನಗರ ಪಾಲಿಕೆ ಆಯುಕ್ತರು, ಜಿಲ್ಲಾ ಕ್ರೀಡಾ ಇಲಾಖೆಯ ಅಧಿಕಾರಿಗಳು, ವಿವಿಧ ಕ್ರೀಡಾ ಸಂಘಟನೆಗಳ ಪದಾಧಿಕಾರಿಗಳು, ಕ್ರೀಡಾಪಟುಗಳು, ಶಿಕ್ಷಕರು ಹಾಗೂ ವಿದ್ಯಾರ್ಥಿಗಳು ಹಾಜರಿದ್ದರು.	[1218, 949, 1524, 973]
paragraph: ಮೇಲಧಿಕಾರಿ ಮಾರುತಿಗಾರ್, ನವಿಲೆ, ಅಣೆಕಟ್ಟೆ, ಕಾರ್ಯಾಲಯ, ಆರಂಭಿಕ ಮಾಹಿತಿ ಮಾಡುವ ಮೂಲಕ ಕಾಮಗಾರಿ ಶಾರ್ಲಿ ಮೂಲಕ ಹಣ ಬಿಡುಗಡೆಯಾಗುತ್ತದೆ.	[898, 104, 1106, 142]
paragraph: ಕಾರ್ಯಕ್ರಮದ ಅಧ್ಯಕ್ಷತೆಯನ್ನು ಜಿಲ್ಲಾ ಸಹಕಾರ ಒಕ್ಕೂಟದ ಅಧ್ಯಕ್ಷರು ವಹಿಸಿದ್ದರು. ಈ ಸಂದರ್ಭದಲ್ಲಿ ಹಲವು ಸಾಧಕರನ್ನು ಸನ್ಮಾನಿಸಲಾಯಿತು.	[1218, 1012, 1524, 1037]
section-divider	[19, 865, 1524, 866]
paragraph: ಕ್ಷೇತ್ರದ ವ್ಯಾಪ್ತಿಯಲ್ಲಿ ಈಗಾಗಲೇ ಅನುದಾನದಲ್ಲಿ 1200 ಕೋಟಿ ಮುಖಾಂತರ 400 ಕೋಟಿ ಹಣ ರಸ್ತೆಗೆ ಅಭಿವೃದ್ಧಿ ಮಾಡಲು ಹಾಗೂ ಕುಡಿಯುವ ನೀರಿನ ಸಮಸ್ಯೆಗೆ ಪರಿಹಾರ ಒದಗಿಸುವ ಮನೆಗಳನ್ನು ನಿರ್ಮಾಣವನ್ನು ಪ್ರಾರಂಭಿಸಲಾಗಿದೆ. ಕಾಮಗಾರಿಯನ್ನು ಪ್ರಾಮಾಣಿಕವಾಗಿ ನಡೆಸಲಾಗುತ್ತಿದೆ ಎಂದರು.	[236, 396, 449, 460]
paragraph: ಎಲ್ಲಾ ಧರ್ಮದವರೂ ಈ ಕಾರ್ಯಕ್ರಮದಲ್ಲಿ ಭಾಗವಹಿಸಿ ಸೌಹಾರ್ದತೆಯನ್ನು ಮೆರೆಯಬೇಕು ಎಂದು ಮನವಿ ಮಾಡಿದರು.	[607, 1546, 849, 1571]
middle-block	[19, 482, 1524, 858]
sports-awareness-story	[1218, 482, 1524, 858]
biodiversity-workshop-photo	[682, 517, 1206, 685]
paragraph: ಹಿಡಿಯ ಗಿಡಮರಗಳವರೆಗೆ ಭೂಮಿಯ ಮೇಲಿನ ಪ್ರತಿಯೊಂದು ಜೀವಿಗಳಿಗೂ ನೀರು ಅತ್ಯಗತ್ಯ. ಪ್ರಾಣಿ ಭೂಮಿಯ ಜೀವ ವೈವಿಧ್ಯಗಳನ್ನು ಕಾಪಾಡಬೇಕಾಗಿದೆ. ಹವಾಮಾನ ನಾಶವಿಲ್ಲದೆ ನಮ್ಮ ಜವಾಬ್ದಾರಿ ಆಗಬೇಕಾಗಿದೆ ಎಂದರು.	[682, 690, 939, 728]
biodiversity-column-1	[345, 517, 672, 823]
paragraph: ಈ ಅಭಿಯಾನದ ಅಂಗವಾಗಿ ವಿವಿಧ ಕಾರ್ಯಕ್ರಮಗಳನ್ನು ಹಮ್ಮಿಕೊಳ್ಳಲಾಗಿದೆ. ಉಪನ್ಯಾಸ, ವಿಚಾರ ಸಂಕಿರಣ ಮತ್ತು ಸಾರ್ವಜನಿಕ ಸಭೆಗಳನ್ನು ಆಯೋಜಿಸಲಾಗಿದೆ.	[19, 1476, 348, 1501]
paragraph: ರಸ್ತೆ ನಿರ್ಮಾಣ ಮೇಲ್ ವೈಖರಿ ನಿಧಿ ಜಮೀನುಗಳ ಬಲ ಶ್ರುತಿ ಬಳಸಿಕೊಂಡ ಸಹಕಾರಿ ಉತ್ತಮ ಮಟ್ಟದ ರಸ್ತೆಯಾಗಿದ್ದು, ರಸ್ತೆಗೆ ಬೇಕಾದ ನಿಧಿ ವ್ಯವಸ್ಥೆಗಳ ಅಭಿವೃದ್ಧಿಗೆ ಆದ್ಯತೆ ನೀಡಲಾಗಿದೆ.	[898, 194, 1106, 231]
sports-group-photo	[1218, 538, 1524, 710]
paragraph: ತುಮಕೂರು: ಜಮಾಅತೆ ಇಸ್ಲಾಮಿ ಹಿಂದ್ ವತಿಯಿಂದ ಕರ್ನಾಟಕ ರಾಜ್ಯ ಸಮಿತಿ ವತಿಯಿಂದ ಪ್ರವಾದಿ ಮಹಮ್ಮದ್ (ಸ) ಅವರ ಆದರ್ಶ ಕ್ಯಾಂಪೇನ್ ಪ್ರಾರಂಭ ಆಗಿದ್ದು ಸೆಪ್ಟೆಂಬರ್ 3 ರವರೆಗೆ ನಡೆಯಲಿದೆ.	[19, 1381, 348, 1406]
paragraph: ವಿಶೇಷ, ಆರಾಧ್ಯ ಇಬಾತ್ರೆಯ ಕಾರ್ಯಕ್ರಮಗಳಿಗೆ ಬಳಕೆಯಾಗುತ್ತದೆ ಎಂದು ವಿವರಿಸಿದರು.	[458, 325, 672, 350]
paragraph: ರಾಮದುರ್ಗ, ಮಾತನಾಡಿ ಗ್ರಾಮೀಣ ಭಾಗದ ರಸ್ತೆಗಳು ಅಭಿವೃದ್ಧಿಯಾಗಬೇಕು ಎಂದು ಹೇಳಿದರು.	[681, 104, 889, 129]
budakattu-column-1	[345, 937, 672, 1213]
paragraph: ಕೊರಟಗೆರೆ ತಾಲೂಕು ಪಂಚಾಯಿತಿ ಸಮುದಾಯ ಭವನದಲ್ಲಿ ಕರ್ನಾಟಕ ಜೀವ ವೈವಿಧ್ಯ ಮಂಡಳಿ, ಬೆಂಗಳೂರು, ಜಿಲ್ಲಾ ಪಂಚಾಯಿತಿ ತುಮಕೂರು, ತಾಲೂಕು ಪಂಚಾಯಿತಿ, ಕೊರಟಗೆರೆ ವತಿಯಿಂದ ನಡೆದ ಜೀವ ವೈವಿಧ್ಯ ನಿರ್ವಹಣಾ ಸಮಿತಿಗಳಿಗೆ ತರಬೇತಿ ಕಾರ್ಯಾಗಾರ ಉದ್ಘಾಟಿಸಿ ಮಾತನಾಡಿದರು.	[345, 562, 673, 599]
paragraph: ಇಲಾ ಸೌಲಭ್ಯಗಳನ್ನು ನೀಡುವುದರ ಮೂಲಕ ಎಲ್ಲರಿಗೂ ದಾರಿದೀಪವಾಗಿ ಮುಂದಿದ್ದು, ಸಹಕಾರಿ ರಂಗ ನಿಂತು ಸಮಾಜದ ಕಟ್ಟಕಡೆಯ ವ್ಯಕ್ತಿಗೂ ಹಣಕಾಸಿನ ನೆರವು ನೀಡುತ್ತಿದೆ.	[19, 1143, 333, 1166]
paragraph: ಇಲ್ಲಾ ಮಟ್ಟದ ವಿವಿಧೆಡೆ ಕಾರ್ಯಕ್ರಮಗಳನ್ನು ಆಯೋಜಿಸಲಾಗಿದ್ದು, ಎಲ್ಲರೂ ಭಾಗವಹಿಸುವಂತೆ ಕೋರಲಾಗಿದೆ.	[1195, 1463, 1506, 1474]
budakattu-column-2	[682, 937, 1206, 1213]
imprint-line-2: OFFSET PRINTERS, 7th Cross, Srirama Nagara, Tumakuru-572101, Tumakuru Dist. Karnataka, Published as at: At New Extension, Arakere post, Tumakuru, Editor: RAGHUAN. New Extension, Arakere post, Tumakuru	[334, 1652, 1209, 1661]
paragraph: ಕುಣಿಗಲ್ : ಗಣೇಶ್ವರಿ ಗೆಳೆಯರ ಬಳಗ ವತಿಯಿಂದ 19ನೇ ವರ್ಷದ ಗಣೇಶೋತ್ಸವ ಕಾರ್ಯಕ್ರಮವನ್ನು ವಿವಿಧ ಕಲಾತಂಡಗಳೊಂದಿಗೆ ಅದ್ದೂರಿಯಾಗಿ ಮೆರವಣಿಗೆ ನಡೆಸಿ ಹೊಳೆಯಲ್ಲಿ ವಿಸರ್ಜನೆ ಮಾಡಲಾಯಿತು.	[19, 693, 333, 716]
paragraph: ಕರ್ನಾಟಕ ಜೀವ ವೈವಿಧ್ಯ ಮಂಡಳಿಯ ಸದಸ್ಯ ಕಾರ್ಯದರ್ಶಿ ಮಾತನಾಡಿ ಪ್ರಕೃತಿ ಆಧಾರ ಮಾಡಿ ಮಾನವ ಆರೋಗ್ಯದಲ್ಲಿ ಸ್ಥಾಪಿಸುತ್ತಿದೆ. ಜೀವ ವೈವಿಧ್ಯತೆಯ ನಾಶಕ್ಕೆ ಅರಣ್ಯನಾಶವೇ ಮುಖ್ಯ ಕಾರಣ, ಸುವರ್ಣದಿಂದ ಅತಿಯಾದ ಕೃಷಿಗಳಿಂದಾಗಿ ಜೀವ ವೈವಿಧ್ಯತೆ ಮೇಲೆ ಪರಿಣಾಮ ಉಂಟಾಗುತ್ತಿದೆ.	[682, 734, 939, 785]
sports-headline-line1: ಕ್ರೀಡಾಕೂಟ ತಾಲೂಕು	[1247, 60, 1394, 84]
lead-column-1	[19, 104, 227, 467]
paragraph: ಸಮಾಜದ ಎಲ್ಲಾ ವರ್ಗದವರನ್ನು ಒಳಗೊಂಡ ಕಾರ್ಯಕ್ರಮಗಳನ್ನು ಆಯೋಜಿಸಿ ಸಂದೇಶ ಪ್ರಸಾರದ ಕಾರ್ಯ ಮಾಡಲಾಗುತ್ತಿದೆ.	[1195, 1381, 1524, 1406]
budakattu-event-photo	[682, 937, 1206, 1101]
seerath-press-meet-photo	[357, 1381, 849, 1542]
paragraph: ಈ ರಸ್ತೆಯನ್ನು ಗಣಿಬಾಧಿತ ನಿಧಿಯಿಂದ ಮಾಡುವಂತೆ ಕೋರಿಕೆ ನೀಡಿದ ಕಾಮಗಾರಿ ಮಾಡಿದರೆ ಹೆಚ್ಚು ಬಾಳಿಕೆ ಬರುತ್ತದೆ ಎಂಬ ಅಭಿಪ್ರಾಯವನ್ನು ವ್ಯಕ್ತಪಡಿಸಿ ಹೋಗುವ ಕಾರ್ಯಕ್ರಮವನ್ನು, ಸಾಸಲುಗೋಡ ಮಾಡಲಾಗಿದೆ ಎಂದರು.	[458, 402, 672, 452]
page-label: ಪುಟ	[1489, 24, 1504, 36]
paragraph: ಕುರಿತು ತಿಳಿಸಿದರು. ಕೊರಟಗೆರೆ ತಾಲೂಕು ಪಂಚಾಯಿತಿ ಕಾರ್ಯನಿರ್ವಾಹಕ ಅಧಿಕಾರಿಗಳು ಅಧ್ಯಕ್ಷತೆ ವಹಿಸಿ ಮಾತನಾಡಿ ಪ್ರತಿ ಗ್ರಾಮ ಪಂಚಾಯಿತಿಯಲ್ಲಿ ಜೀವ ವೈವಿಧ್ಯತೆ ಸಮಿತಿ ರಚನೆ ಮಾಡಲಾಗಿದೆ ಎಂದರು.	[948, 690, 1206, 728]
paragraph: 47 ಅಣೆಕಟ್ಟೆಗಳ ಈ ಪಟ್ಟಣದ ಒಟ್ಟು 16.30 ಕಿ.ಮೀ ಉದ್ದದ ಒಟ್ಟು 48.59 ಕೋಟಿ ಮೊತ್ತದ ಒಟ್ಟು ಈ ತೆರೆಗಳಲ್ಲಿ ಅಭಿವೃದ್ಧಿ ಪಡಿಸಲಾಗುತ್ತದೆ.	[898, 149, 1106, 187]
paragraph: ತುಮಕೂರು: ಸಮಾಜದ ಎಲ್ಲಾ ಸ್ತರದ ಜನರಿಗೆ ದಾರಿದೀಪವಾಗಿದ್ದು, ಸಹಕಾರಿ ರಂಗ, ಮತ್ತೊಬ್ಬರ ಮಾತ್ರ ಬಳಕೆ ಆಗಿರುವ ಕ್ಷೇತ್ರದಲ್ಲಿ ಸಹಕಾರಿ ಸಂಘಗಳನ್ನು ಮಾತ್ರ ಉಳಿಸಿ ಬೆಳೆಸುವ ಕಾರ್ಯದಲ್ಲಿ ಸಹಕಾರಿಗಳ ಅಗತ್ಯವನ್ನು ತುಂಬಿಕೊಂಡು ಬಂದಿದ್ದಾರೆ.	[19, 1098, 333, 1135]
biodiversity-story	[345, 482, 1206, 858]
paragraph: ತುಮಕೂರು: ಪರಿಶಿಷ್ಟ ಪಂಗಡ(ಎಸ್‌ಟಿ) ಜನಾಂಗದವರ ಸರ್ವತೋಮುಖ ಅಭಿವೃದ್ಧಿಗಾಗಿ ಶ್ರಮಿಸಿ ಅವರನ್ನು ಮುಖ್ಯ ವಾಹಿನಿಗೆ ತರಬೇಕು ಎಂದು ಕೇಂದ್ರ ಸಹಕಾರದ ಬುಡಕಟ್ಟು ಪ್ರಾಧಿಕಾರದ ಸಮಿತಿಯಿಂದ ಶ್ವೇತಾಗೌತಮ್ ಅವರು ತಿಳಿಸಿದರು.	[345, 937, 673, 975]
biodiversity-headline: ಜೀವ ವೈವಿಧ್ಯತೆಯ ಸಂರಕ್ಷಣೆ ನಮ್ಮೆ ಹೊಣೆ	[608, 481, 943, 510]
ad-contact-number[interactable]: ಸಂಪರ್ಕಿಸಿ: 9901764372	[1308, 1099, 1433, 1114]
paragraph: ಈ ವೇಳೆಯಲ್ಲಿ ತಾಲೂಕು ಪಂಚಾಯಿತಿ ಸದಸ್ಯರು, ಮುಖಂಡರು ಹಾಜರಿದ್ದರು.	[681, 239, 889, 263]
paragraph: 55 ವರ್ಷ ವಯಸ್ಸಿನ ಮೇಲ್ಪಟ್ಟ ಮಹಿಳೆಯರು ಹಾಗೂ ಪುರುಷರು ತಮ್ಮ ವಯೋಮಾನಕ್ಕೆ ತಕ್ಕಂತೆ ಕ್ರೀಡೆಯಲ್ಲಿ ಭಾಗವಹಿಸುವುದರ ಮೂಲಕ ದೇಹದ ಆರೋಗ್ಯವನ್ನು ಕಾಪಾಡಿಕೊಳ್ಳಬಹುದು ಎಂದು ಅಭಿಪ್ರಾಯ ವ್ಯಕ್ತಪಡಿಸಿದರು.	[1218, 746, 1524, 783]
paragraph: ಈ ಭಾಗದ ರಸ್ತೆ ಕಾಣಬಹುದಾದ ಅಭಿವೃದ್ಧಿ ಕಾಮಗಾರಿಗಳು ವಿವಿಧ ಸಂದರ್ಭದಲ್ಲಿ ಗಣಿಬಾಧಿತ ನಿಧಿಯಲ್ಲಿ ಕೈಗೊಳ್ಳಲಾಗಿದೆ. ಒಟ್ಟು 60 ಕಿ.ಮೀ.ಗಳ ರಸ್ತೆಯನ್ನು ಸಿಮೆಂಟ್ ಬಿಟುಮಿನ್ ಡಾಂಬರೀಕರಣ ಮಾಡಿ ಸುಸಜ್ಜಿತ ಗೊಳಿಸಲಾಗುತ್ತಿದೆ.	[19, 234, 227, 284]
